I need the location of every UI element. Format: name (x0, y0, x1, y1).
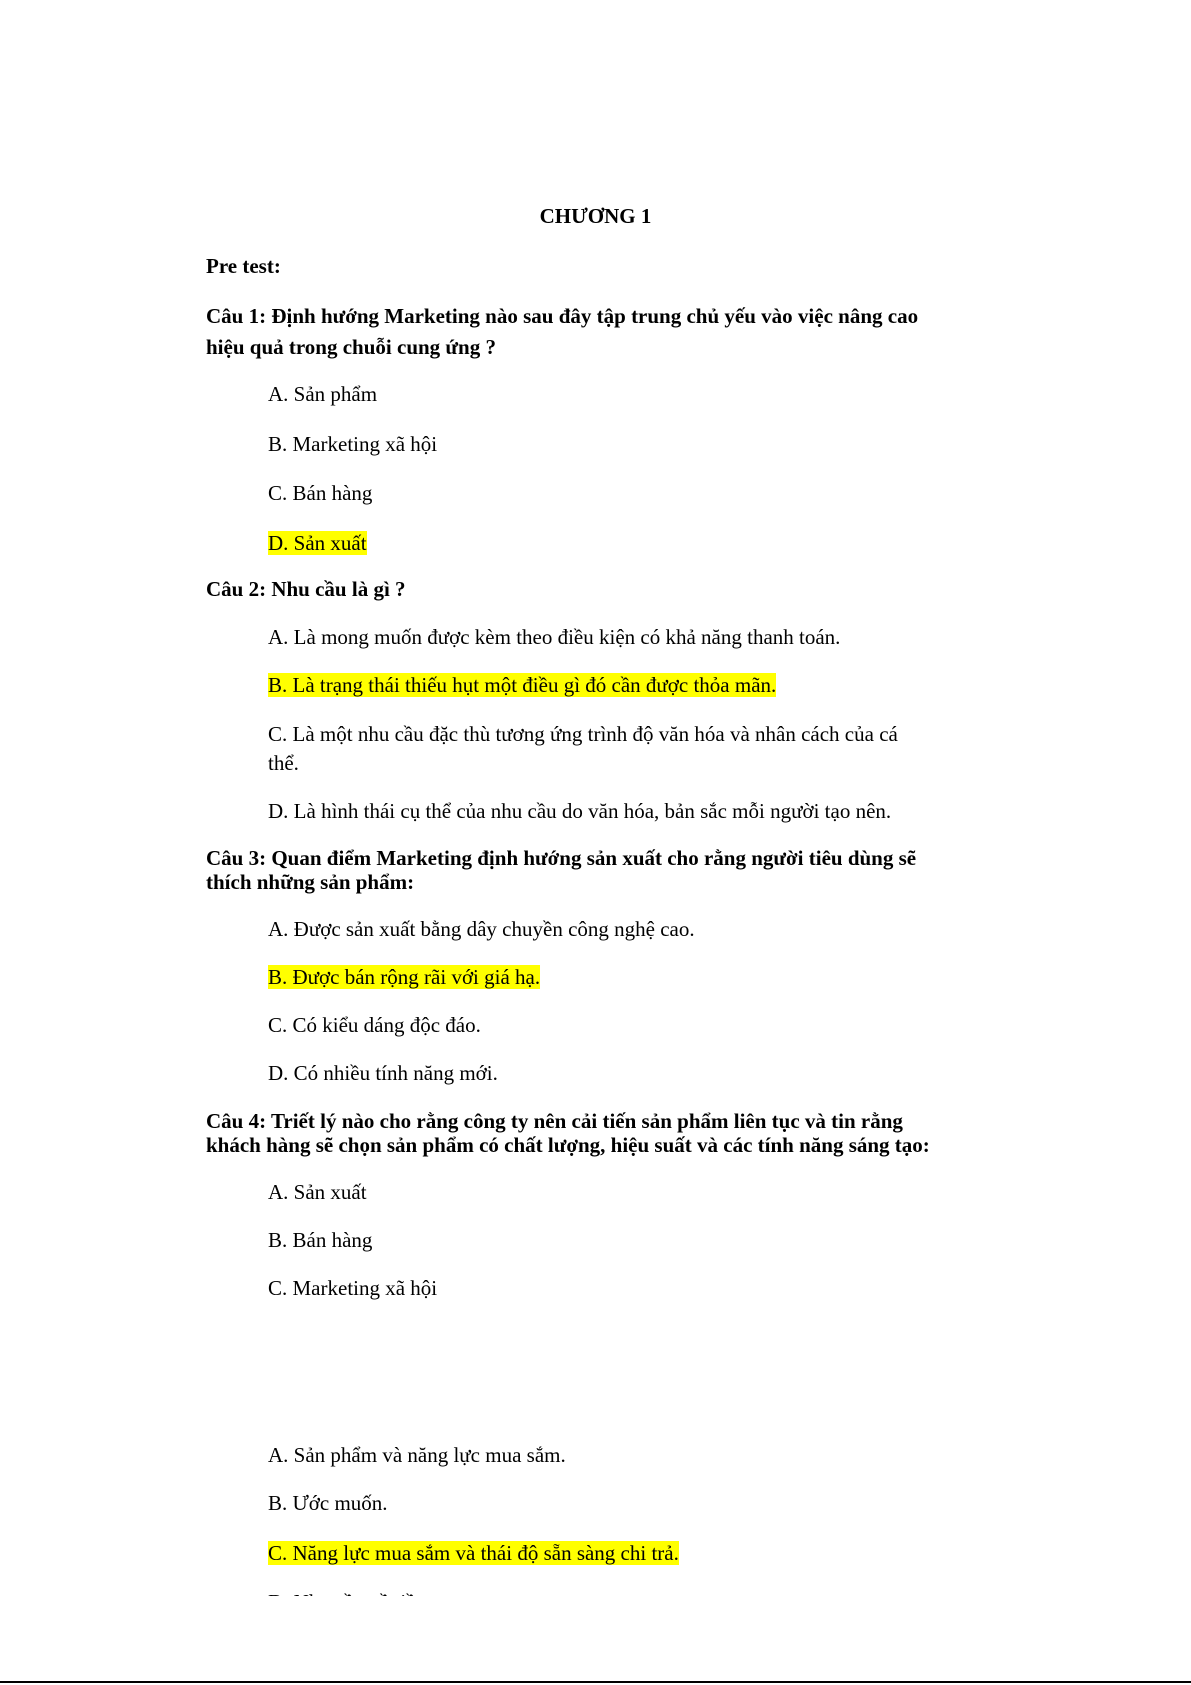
trailing-option-b: B. Ước muốn. (268, 1491, 388, 1515)
question-1-option-a: A. Sản phẩm (268, 382, 378, 406)
question-2-option-a: A. Là mong muốn được kèm theo điều kiện có khả năng thanh toán. (268, 625, 841, 649)
page-bottom-border (0, 1681, 1191, 1683)
answer-highlight: D. Sản xuất (268, 531, 367, 555)
question-2-option-c-continued: thể. (268, 751, 299, 775)
page-crop-edge (0, 1596, 1191, 1610)
question-1-title-line-2: hiệu quả trong chuỗi cung ứng ? (206, 335, 496, 359)
question-4-title-line-2: khách hàng sẽ chọn sản phẩm có chất lượng, hiệu suất và các tính năng sáng tạo: (206, 1133, 930, 1157)
question-2-option-c: C. Là một nhu cầu đặc thù tương ứng trình độ văn hóa và nhân cách của cá (268, 722, 898, 746)
question-3-title-line-2: thích những sản phẩm: (206, 870, 415, 894)
answer-highlight: B. Được bán rộng rãi với giá hạ. (268, 965, 541, 989)
question-4-option-c: C. Marketing xã hội (268, 1276, 438, 1300)
question-1-option-b: B. Marketing xã hội (268, 432, 438, 456)
question-3-option-d: D. Có nhiều tính năng mới. (268, 1061, 498, 1085)
section-heading: Pre test: (206, 254, 281, 278)
question-3-option-c: C. Có kiểu dáng độc đáo. (268, 1013, 481, 1037)
question-1-title-line-1: Câu 1: Định hướng Marketing nào sau đây tập trung chủ yếu vào việc nâng cao (206, 304, 919, 328)
question-1-option-d-answer (268, 533, 367, 554)
question-2-option-d: D. Là hình thái cụ thể của nhu cầu do văn hóa, bản sắc mỗi người tạo nên. (268, 799, 892, 823)
question-3-option-a: A. Được sản xuất bằng dây chuyền công nghệ cao. (268, 917, 695, 941)
question-4-title-line-1: Câu 4: Triết lý nào cho rằng công ty nên cải tiến sản phẩm liên tục và tin rằng (206, 1109, 903, 1133)
question-4-option-b: B. Bán hàng (268, 1228, 373, 1252)
answer-highlight: B. Là trạng thái thiếu hụt một điều gì đó cần được thỏa mãn. (268, 673, 777, 697)
question-3-title-line-1: Câu 3: Quan điểm Marketing định hướng sản xuất cho rằng người tiêu dùng sẽ (206, 846, 917, 870)
question-4-option-a: A. Sản xuất (268, 1180, 367, 1204)
answer-highlight: C. Năng lực mua sắm và thái độ sẵn sàng chi trả. (268, 1541, 679, 1565)
chapter-title: CHƯƠNG 1 (539, 204, 652, 228)
question-3-option-b-answer (268, 967, 540, 988)
trailing-option-c-answer (268, 1543, 679, 1564)
trailing-option-a: A. Sản phẩm và năng lực mua sắm. (268, 1443, 566, 1467)
question-1-option-c: C. Bán hàng (268, 481, 373, 505)
question-2-option-b-answer (268, 675, 776, 696)
question-2-title: Câu 2: Nhu cầu là gì ? (206, 577, 406, 601)
